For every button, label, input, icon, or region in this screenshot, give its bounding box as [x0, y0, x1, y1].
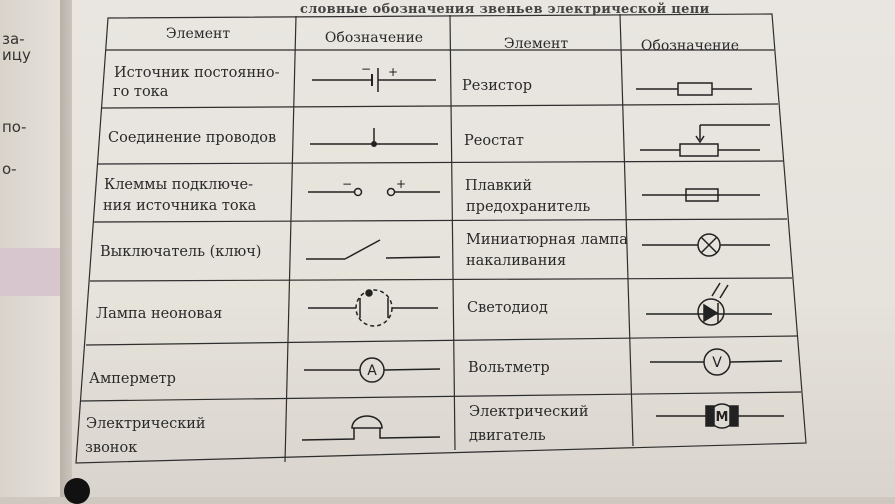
element-label: звонок [85, 440, 138, 456]
table-caption: словные обозначения звеньев электрической цепи [300, 2, 710, 17]
element-label: ния источника тока [103, 198, 257, 214]
resistor-symbol-icon [636, 83, 752, 95]
element-label: Электрический [86, 416, 206, 432]
element-label: Резистор [462, 78, 533, 94]
element-label: Амперметр [89, 371, 176, 387]
minus-sign: − [342, 177, 353, 191]
element-label: Плавкий [465, 178, 533, 194]
fuse-symbol-icon [642, 189, 760, 201]
element-label: Реостат [464, 133, 524, 149]
element-label: Миниатюрная лампа [466, 232, 628, 248]
header-element-1: Элемент [165, 26, 231, 42]
led-symbol-icon [646, 283, 772, 325]
left-margin-word: по- [2, 118, 27, 136]
element-label: Лампа неоновая [96, 306, 223, 322]
element-label: двигатель [469, 428, 546, 444]
element-label: го тока [113, 84, 169, 100]
header-symbol-1: Обозначение [324, 30, 424, 46]
incandescent-lamp-symbol-icon [642, 234, 770, 256]
wire-junction-symbol-icon [310, 128, 438, 146]
ammeter-letter: A [367, 363, 377, 379]
dc-source-symbol-icon [312, 68, 436, 92]
switch-symbol-icon [306, 240, 440, 259]
header-element-2: Элемент [503, 36, 569, 52]
element-label: предохранитель [466, 199, 591, 215]
electric-bell-symbol-icon [302, 416, 440, 440]
element-label: Светодиод [467, 300, 548, 316]
element-label: Электрический [469, 404, 589, 420]
motor-letter: M [715, 410, 729, 425]
element-label: накаливания [466, 253, 567, 269]
source-terminals-symbol-icon [308, 189, 440, 196]
neon-lamp-symbol-icon [308, 290, 438, 326]
voltmeter-letter: V [712, 355, 722, 371]
left-margin-word: ицу [2, 46, 31, 64]
element-label: Источник постоянно- [114, 65, 280, 81]
minus-sign: − [361, 62, 372, 76]
element-label: Клеммы подключе- [104, 177, 254, 193]
table-grid [76, 14, 806, 463]
left-margin-word: за- [2, 30, 25, 48]
element-label: Выключатель (ключ) [100, 244, 262, 260]
plus-sign: + [388, 65, 399, 79]
element-label: Соединение проводов [108, 130, 277, 146]
rheostat-symbol-icon [640, 125, 770, 156]
header-symbol-2: Обозначение [640, 38, 740, 54]
left-margin-word: о- [2, 160, 17, 178]
element-label: Вольтметр [468, 360, 550, 376]
plus-sign: + [396, 177, 407, 191]
